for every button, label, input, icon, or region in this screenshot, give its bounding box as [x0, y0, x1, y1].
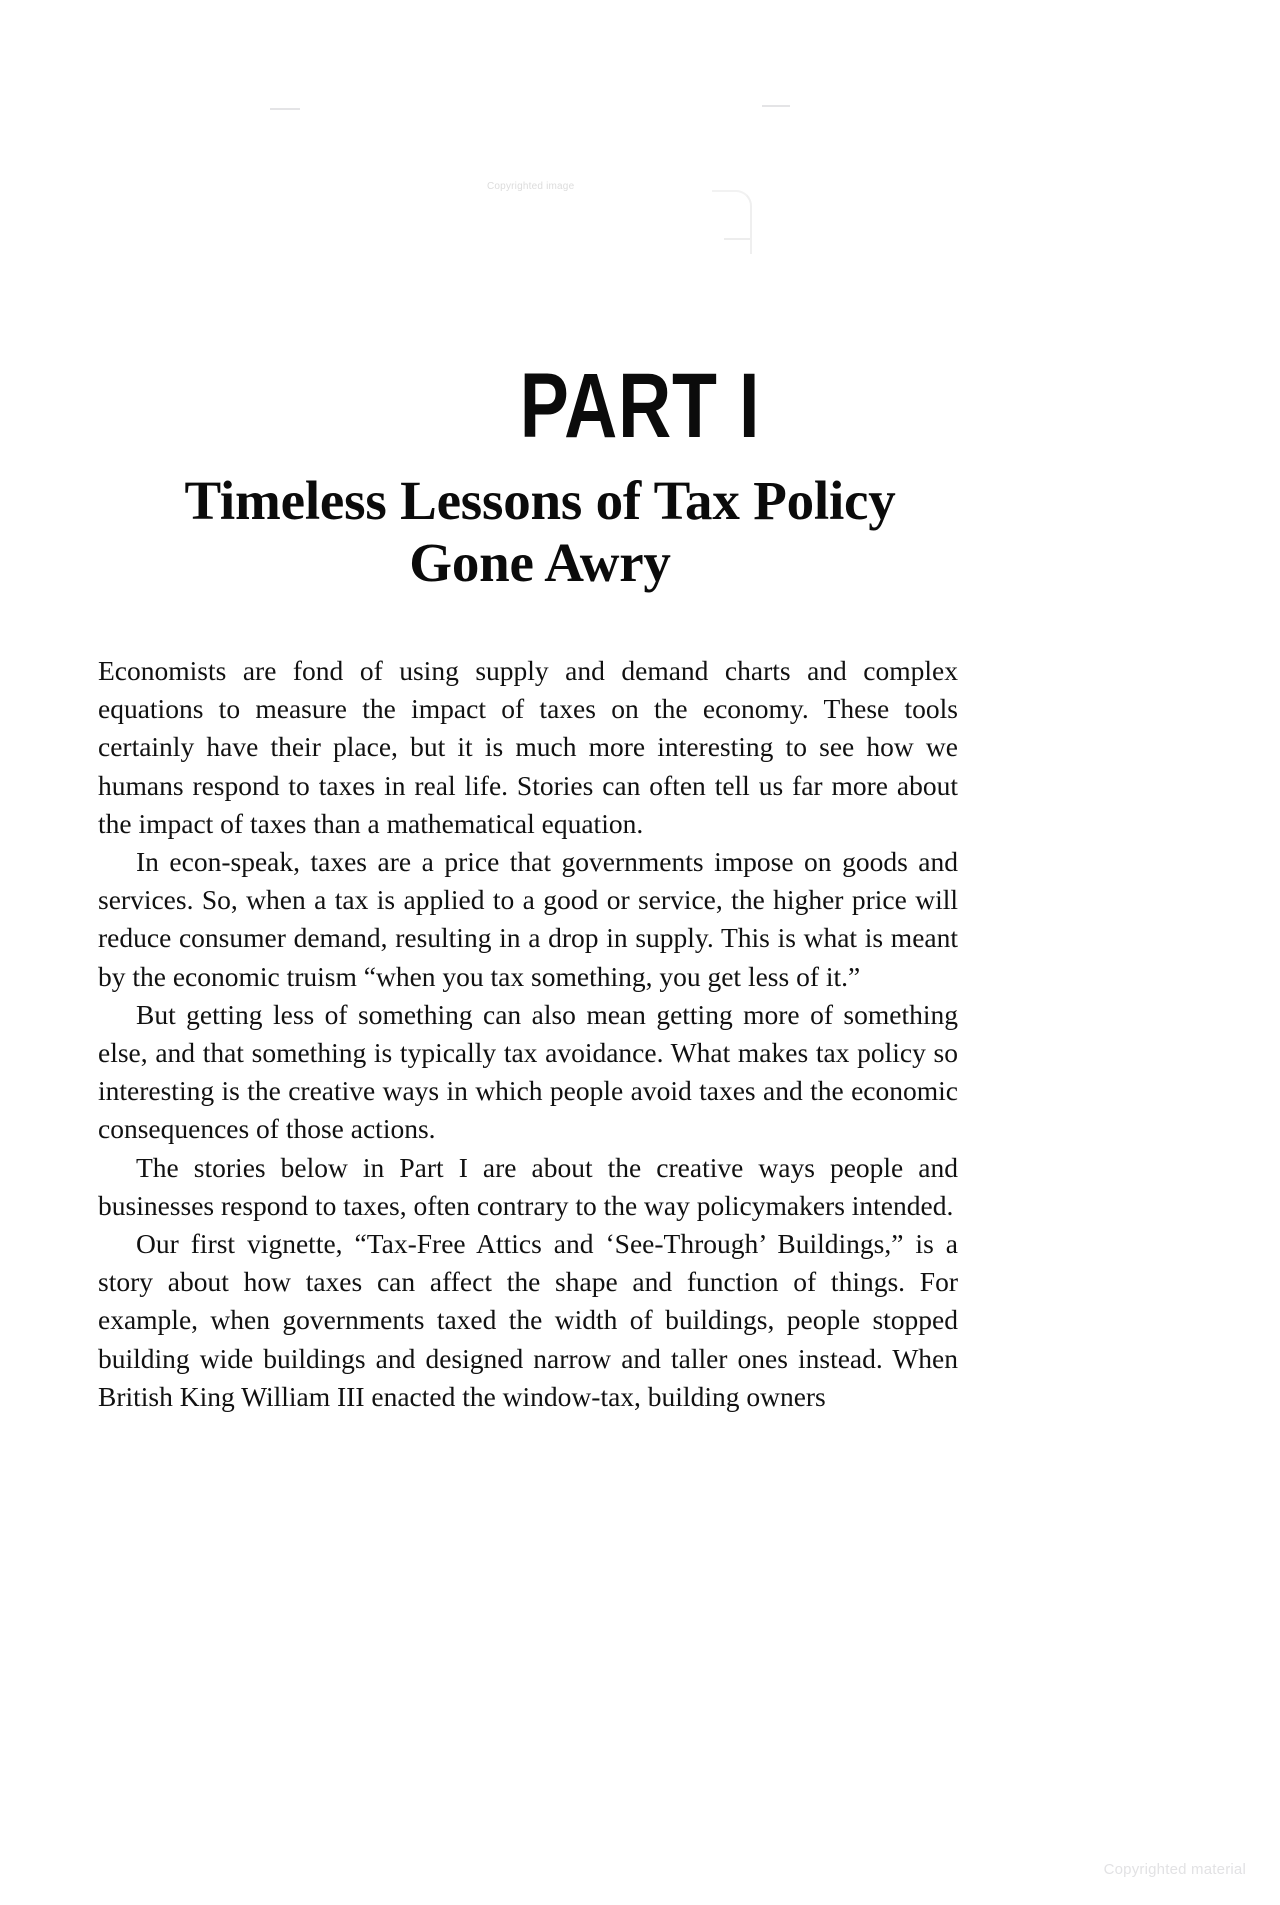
copyrighted-material-watermark: Copyrighted material: [1103, 1861, 1246, 1878]
paragraph: Economists are fond of using supply and demand charts and complex equations to measure the impact of taxes on the economy. These tools certainly have their place, but it is much more interesting to see how we humans respond to taxes in real life. Stories can often tell us far more about the impact of taxes than a mathematical equation.: [98, 655, 958, 839]
paragraph: The stories below in Part I are about the creative ways people and businesses respond to taxes, often contrary to the way policymakers intended.: [98, 1151, 958, 1221]
part-title-heading: Timeless Lessons of Tax Policy Gone Awry: [184, 469, 896, 593]
scan-artifact-curve: [712, 190, 752, 254]
scan-artifact-dash-left: [270, 108, 300, 110]
body-text-block: [98, 652, 958, 1416]
paragraph: Our first vignette, “Tax-Free Attics and ‘See-Through’ Buildings,” is a story about how taxes can affect the shape and function of things. For example, when governments taxed the width of buildings, people stopped building wide buildings and designed narrow and taller ones instead. When British King William III enacted the window-tax, building owners: [98, 1228, 958, 1412]
paragraph: In econ-speak, taxes are a price that governments impose on goods and services. So, when a tax is applied to a good or service, the higher price will reduce consumer demand, resulting in a drop in supply. This is what is meant by the economic truism “when you tax something, you get less of it.”: [98, 846, 958, 992]
scan-artifact-tick: [724, 238, 750, 240]
scan-artifact-dash-right: [762, 105, 790, 107]
part-number-heading: PART I: [519, 354, 761, 457]
paragraph: But getting less of something can also mean getting more of something else, and that something is typically tax avoidance. What makes tax policy so interesting is the creative ways in which people avoid taxes and the economic consequences of those actions.: [98, 998, 958, 1145]
copyrighted-image-watermark: Copyrighted image: [487, 181, 575, 192]
